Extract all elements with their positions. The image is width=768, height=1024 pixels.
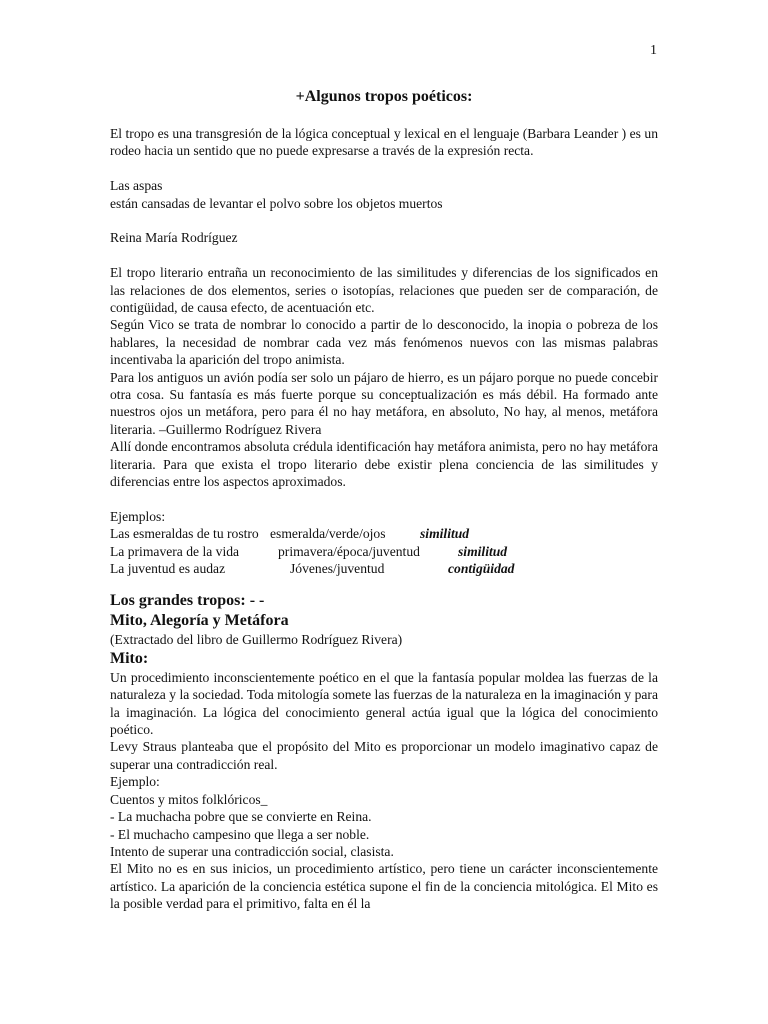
page-number: 1 [650, 43, 657, 58]
section-heading: Los grandes tropos: - - [110, 592, 265, 610]
example-terms: primavera/época/juventud [278, 543, 420, 559]
mito-heading: Mito: [110, 649, 149, 667]
example-phrase: La juventud es audaz [110, 561, 226, 577]
mito-example-heading: Ejemplo: [110, 774, 160, 790]
example-terms: esmeralda/verde/ojos [270, 526, 386, 542]
example-phrase: Las esmeraldas de tu rostro [110, 526, 259, 542]
intro-paragraph: El tropo es una transgresión de la lógica conceptual y lexical en el lenguaje (Barbara Leander ) es un rodeo hacia un sentido que no puede expresarse a través de la expresión recta. [110, 126, 658, 159]
paragraph-antiguos: Para los antiguos un avión podía ser solo un pájaro de hierro, es un pájaro porque no puede concebir otra cosa. Su fantasía es más fuerte porque su conceptualización es más débil. Ha formado ante nuestros ojos un metáfora, pero para él no hay metáfora, en absoluto, No hay, al menos, metáfora literaria. –Guillermo Rodríguez Rivera [110, 369, 658, 437]
mito-paragraph: Un procedimiento inconscientemente poético en el que la fantasía popular moldea las fuerzas de la naturaleza y la sociedad. Toda mitología somete las fuerzas de la naturaleza en la imaginación y para la imaginación. La lógica del conocimiento general actúa igual que la lógica del conocimiento poético. [110, 669, 658, 738]
mito-example-item: - La muchacha pobre que se convierte en Reina. [110, 809, 372, 825]
example-type: contigüidad [448, 561, 515, 577]
paragraph-tropo-literario: El tropo literario entraña un reconocimiento de las similitudes y diferencias de los significados en las relaciones de dos elementos, series o isotopías, relaciones que pueden ser de comparación, de contigüidad, de causa efecto, de acentuación etc. [110, 265, 658, 316]
paragraph-vico: Según Vico se trata de nombrar lo conocido a partir de lo desconocido, la inopia o pobreza de los hablares, la necesidad de nombrar cada vez más fenómenos nuevos con las mismas palabras incentivaba la aparición del tropo animista. [110, 317, 658, 368]
mito-example-subheading: Cuentos y mitos folklóricos_ [110, 791, 268, 807]
poem-author: Reina María Rodríguez [110, 230, 238, 246]
paragraph-identificacion: Allí donde encontramos absoluta crédula identificación hay metáfora animista, pero no hay metáfora literaria. Para que exista el tropo literario debe existir plena conciencia de las similitudes y diferencias entre los aspectos aproximados. [110, 439, 658, 490]
example-type: similitud [458, 543, 508, 559]
poem-line-2: están cansadas de levantar el polvo sobre los objetos muertos [110, 195, 443, 211]
mito-paragraph: Levy Straus planteaba que el propósito del Mito es proporcionar un modelo imaginativo capaz de superar una contradicción real. [110, 739, 658, 772]
mito-example-item: - El muchacho campesino que llega a ser noble. [110, 826, 370, 842]
example-row [110, 525, 658, 542]
page-title: +Algunos tropos poéticos: [295, 88, 473, 105]
closing-paragraph: El Mito no es en sus inicios, un procedimiento artístico, pero tiene un carácter inconscientemente artístico. La aparición de la conciencia estética supone el fin de la conciencia mitológica. El Mito es la posible verdad para el primitivo, falta en él la [110, 861, 658, 912]
example-row [110, 560, 658, 577]
section-source: (Extractado del libro de Guillermo Rodríguez Rivera) [110, 632, 403, 648]
example-type: similitud [420, 526, 470, 542]
examples-heading: Ejemplos: [110, 508, 166, 524]
section-subtitle: Mito, Alegoría y Metáfora [110, 612, 289, 630]
example-phrase: La primavera de la vida [110, 543, 240, 559]
example-row [110, 543, 658, 560]
example-terms: Jóvenes/juventud [290, 561, 385, 577]
poem-line-1: Las aspas [110, 178, 163, 194]
document-body [110, 125, 658, 913]
mito-example-note: Intento de superar una contradicción social, clasista. [110, 843, 394, 859]
